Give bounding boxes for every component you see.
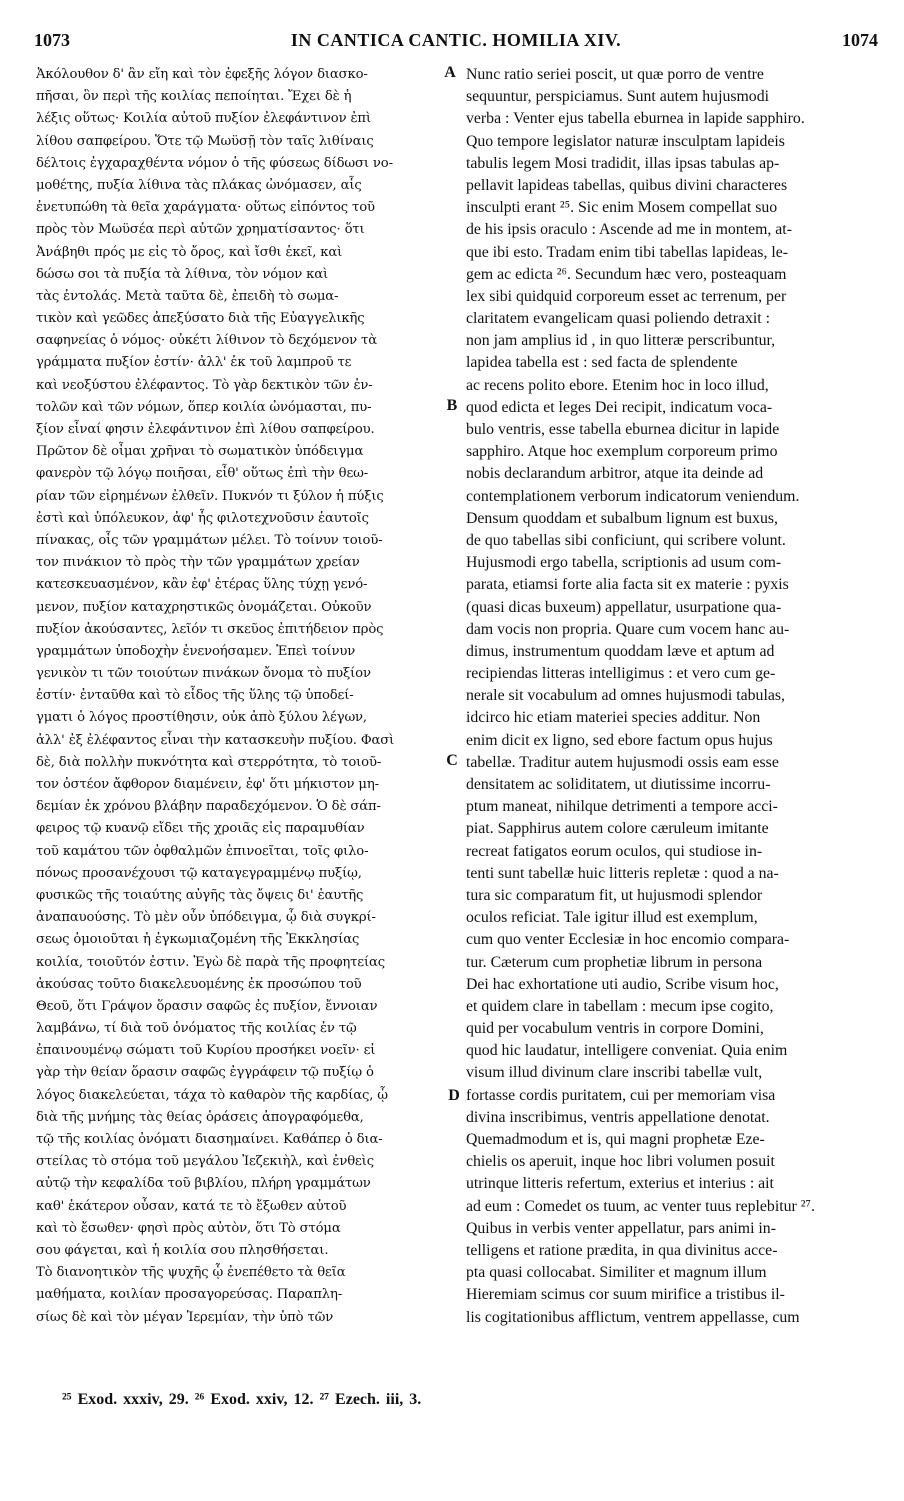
greek-text-line: σαφηνείας ὁ νόμος· οὐκέτι λίθινον τὸ δεχόμενον τὰ [36, 333, 377, 349]
greek-text-line: λόγος διακελεύεται, τάχα τὸ καθαρὸν τῆς καρδίας, ᾧ [36, 1087, 388, 1103]
running-title: IN CANTICA CANTIC. HOMILIA XIV. [290, 30, 622, 50]
greek-text-line: γματι ὁ λόγος προστίθησιν, οὐκ ἀπὸ ξύλου λέγων, [36, 710, 367, 726]
latin-text-line: visum illud divinum clare inscribi tabellæ vult, [466, 1064, 763, 1082]
latin-text-line: quod hic laudatur, intelligere conveniat. Quia enim [466, 1042, 788, 1060]
greek-text-line: Θεοῦ, ὅτι Γράψον ὅρασιν σαφῶς ἐς πυξίον, ἔννοιαν [36, 998, 378, 1014]
latin-text-line: parata, etiamsi forte alia facta sit ex materie : pyxis [466, 576, 789, 594]
latin-text-line: densitatem ac soliditatem, ut diutissime incorru- [466, 776, 771, 793]
latin-text-line: Hujusmodi ergo tabella, scriptionis ad usum com- [466, 554, 782, 572]
latin-text-line: quod edicta et leges Dei recipit, indicatum voca- [466, 398, 773, 416]
greek-text-line: Ἀκόλουθον δ' ἂν εἴη καὶ τὸν ἐφεξῆς λόγον διασκο- [36, 67, 368, 82]
greek-text-line: ἀκούσας τοῦτο διακελευομένης ἐκ προσώπου τοῦ [36, 976, 362, 992]
greek-text-line: τον ὀστέον ἄφθορον διαμένειν, ἐφ' ὅτι μήκιστον μη- [36, 777, 379, 792]
greek-text-line: δέλτοις ἐγχαραχθέντα νόμον ὁ τῆς φύσεως δίδωσι νο- [36, 155, 393, 171]
page-number-left: 1073 [34, 30, 70, 50]
margin-marker-b: B [446, 397, 458, 414]
greek-text-line: λίθου σαπφείρου. Ὅτε τῷ Μωϋσῇ τὸν ταῖς λιθίναις [36, 133, 374, 149]
greek-text-line: σίως δὲ καὶ τὸν μέγαν Ἱερεμίαν, τὴν ὑπὸ τῶν [36, 1309, 334, 1325]
latin-text-line: dimus, instrumentum quoddam læve et aptum ad [466, 642, 775, 660]
latin-text-line: lis cogitationibus afflictum, ventrem appellasse, cum [466, 1308, 800, 1326]
greek-text-line: τῷ τῆς κοιλίας ὀνόματι διασημαίνει. Καθάπερ ὁ δια- [36, 1132, 383, 1147]
footnotes: ²⁵ Exod. xxxiv, 29. ²⁶ Exod. xxiv, 12. ²⁷ Ezech. iii, 3. [62, 1391, 422, 1408]
latin-text-line: non jam amplius id , in quo litteræ perscribuntur, [466, 332, 776, 350]
latin-text-line: gem ac edicta ²⁶. Secundum hæc vero, posteaquam [466, 265, 787, 283]
page-header [34, 30, 878, 56]
greek-text-line: καθ' ἑκάτερον οὖσαν, κατά τε τὸ ἔξωθεν αὐτοῦ [36, 1198, 347, 1214]
greek-text-line: διὰ τῆς μνήμης τὰς θείας ὁράσεις ἀπογραφόμεθα, [36, 1109, 364, 1125]
greek-text-line: γὰρ τὴν θείαν ὅρασιν σαφῶς ἐγγράφειν τῷ πυξίῳ ὁ [36, 1065, 374, 1081]
latin-column [466, 64, 880, 1362]
latin-text-line: quid per vocabulum ventris in corpore Domini, [466, 1020, 764, 1038]
latin-text-line: idcirco hic etiam materiei species additur. Non [466, 709, 761, 727]
greek-text-line: κατεσκευασμένον, κἂν ἐφ' ἑτέρας ὕλης τύχῃ γενό- [36, 577, 368, 593]
latin-text-line: utrinque litteris refertum, exterius et interius : ait [466, 1175, 774, 1193]
greek-text-line: ἀναπαυούσης. Τὸ μὲν οὖν ὑπόδειγμα, ᾧ διὰ συγκρί- [36, 910, 376, 926]
greek-text-line: ἐπαινουμένῳ σώματι τοῦ Κυρίου προσήκει νοεῖν· εἰ [36, 1043, 376, 1059]
greek-text-line: γραμμάτων ὑποδοχὴν ἐνενοήσαμεν. Ἐπεὶ τοίνυν [36, 643, 356, 659]
greek-text-line: φανερὸν τῷ λόγῳ ποιῆσαι, εἶθ' οὕτως ἐπὶ τὴν θεω- [36, 466, 369, 482]
greek-text-line: τοῦ καμάτου τῶν ὀφθαλμῶν ἐπινοεῖται, τοῖς φιλο- [36, 843, 369, 859]
latin-text-line: de his ipsis oraculo : Ascende ad me in montem, at- [466, 221, 792, 239]
latin-text-line: ac recens polito ebore. Etenim hoc in loco illud, [466, 376, 769, 394]
latin-text-line: de quo tabellas sibi conficiunt, qui scribere volunt. [466, 531, 786, 549]
greek-text-line: ἐστίν· ἐνταῦθα καὶ τὸ εἶδος τῆς ὕλης τῷ ὑποδεί- [36, 688, 354, 704]
latin-text-line: claritatem evangelicam quasi poliendo detraxit : [466, 310, 770, 328]
greek-text-line: κοιλία, τοιοῦτόν ἐστιν. Ἐγὼ δὲ παρὰ τῆς προφητείας [36, 954, 385, 970]
greek-text-line: ἀλλ' ἐξ ἐλέφαντος εἶναι τὴν κατασκευὴν πυξίου. Φασὶ [36, 732, 395, 748]
margin-marker-d: D [448, 1087, 460, 1104]
latin-text-line: bulo ventris, esse tabella eburnea dicitur in lapide [466, 421, 780, 438]
latin-text-line: pta quasi collocabat. Similiter et magnum illum [466, 1264, 767, 1282]
greek-text-line: Τὸ διανοητικὸν τῆς ψυχῆς ᾧ ἐνεπέθετο τὰ θεῖα [36, 1265, 346, 1281]
greek-text-line: πυξίον ἀκούσαντες, λεῖόν τι σκεῦος ἐπιτήδειον πρὸς [36, 621, 384, 637]
latin-text-line: Densum quoddam et subalbum lignum est buxus, [466, 509, 778, 527]
latin-text-line: enim dicit ex ligno, sed ebore factum opus hujus [466, 731, 773, 749]
latin-text-line: ad eum : Comedet os tuum, ac venter tuus replebitur ²⁷. [466, 1197, 815, 1215]
latin-text-line: tura sic comparatum fit, ut hujusmodi splendor [466, 886, 763, 904]
latin-text-line: insculpti erant ²⁵. Sic enim Mosem compellat suo [466, 199, 778, 217]
greek-text-line: πῆσαι, ὃν περὶ τῆς κοιλίας πεποίηται. Ἔχει δὲ ἡ [36, 89, 352, 105]
latin-text-line: Quibus in verbis venter appellatur, pars animi in- [466, 1219, 776, 1237]
page-number-right: 1074 [842, 30, 878, 50]
latin-text-line: nobis declarandum arbitror, atque ita deinde ad [466, 465, 764, 483]
greek-text-line: Ἀνάβηθι πρός με εἰς τὸ ὄρος, καὶ ἴσθι ἐκεῖ, καὶ [36, 244, 343, 260]
greek-text-line: τὰς ἐντολάς. Μετὰ ταῦτα δὲ, ἐπειδὴ τὸ σωμα- [36, 288, 339, 304]
greek-text-line: ξίον εἶναί φησιν ἐλεφάντινον ἐπὶ λίθου σαπφείρου. [36, 422, 375, 437]
greek-text-line: πόνως προσανέχουσι τῷ καταγεγραμμένῳ πυξίῳ, [36, 865, 362, 881]
latin-text-line: ptum maneat, nihilque detrimenti a tempore acci- [466, 798, 778, 816]
latin-text-line: divina inscribimus, ventris appellatione denotat. [466, 1108, 770, 1126]
greek-text-line: λαμβάνω, τί διὰ τοῦ ὀνόματος τῆς κοιλίας ἐν τῷ [36, 1021, 357, 1037]
greek-column [36, 64, 444, 1362]
latin-text-line: (quasi dicas buxeum) appellatur, usurpatione qua- [466, 598, 782, 616]
latin-text-line: recipiendas litteras intelligimus : et vero cum ge- [466, 665, 776, 683]
margin-marker-c: C [446, 752, 458, 769]
latin-text-line: telligens et ratione prædita, in qua divinitus acce- [466, 1241, 778, 1259]
latin-text-line: Nunc ratio seriei poscit, ut quæ porro de ventre [466, 66, 764, 83]
latin-text-line: sapphiro. Atque hoc exemplum corporeum primo [466, 443, 778, 461]
greek-text-line: γράμματα πυξίον ἐστίν· ἀλλ' ἐκ τοῦ λαμπροῦ τε [36, 355, 352, 371]
greek-text-line: στείλας τὸ στόμα τοῦ μεγάλου Ἰεζεκιὴλ, καὶ ἐνθεὶς [36, 1154, 374, 1170]
greek-text-line: Πρῶτον δὲ οἶμαι χρῆναι τὸ σωματικὸν ὑπόδειγμα [36, 444, 364, 460]
greek-text-line: τον πινάκιον τὸ πρὸς τὴν τῶν γραμμάτων χρείαν [36, 555, 360, 571]
greek-text-line: τολῶν καὶ τῶν νόμων, ὅπερ κοιλία ὠνόμασται, πυ- [36, 399, 372, 415]
greek-text-line: δὲ, διὰ πολλὴν πυκνότητα καὶ στερρότητα, τὸ τοιοῦ- [36, 754, 382, 770]
latin-text-line: chielis os aperuit, inque hoc libri volumen posuit [466, 1153, 775, 1171]
greek-text-line: πίνακας, οἷς τῶν γραμμάτων μέλει. Τὸ τοίνυν τοιοῦ- [36, 532, 383, 548]
greek-text-line: ἐνετυπώθη τὰ θεῖα χαράγματα· οὕτως εἰπόντος τοῦ [36, 200, 375, 216]
latin-text-line: piat. Sapphirus autem colore cæruleum imitante [466, 820, 769, 838]
latin-text-line: Quo tempore legislator naturæ insculptam lapideis [466, 132, 785, 150]
greek-text-line: μαθήματα, κοιλίαν προσαγορεύσας. Παραπλη- [36, 1287, 343, 1303]
latin-text-line: pellavit lapideas tabellas, quibus divini characteres [466, 176, 788, 194]
greek-text-line: δώσω σοι τὰ πυξία τὰ λίθινα, τὸν νόμον καὶ [36, 266, 329, 282]
latin-text-line: lapidea tabella est : sed facta de splendente [466, 354, 738, 372]
greek-text-line: πρὸς τὸν Μωϋσέα περὶ αὐτῶν χρηματίσαντος· ὅτι [36, 222, 365, 238]
greek-text-line: φειρος τῷ κυανῷ εἴδει τῆς χροιᾶς εἰς παραμυθίαν [36, 821, 365, 837]
margin-marker-a: A [444, 64, 456, 81]
greek-text-line: τικὸν καὶ γεῶδες ἀπεξύσατο διὰ τῆς Εὐαγγελικῆς [36, 311, 365, 327]
greek-text-line: καὶ τὸ ἔσωθεν· φησὶ πρὸς αὐτὸν, ὅτι Τὸ στόμα [36, 1220, 341, 1236]
latin-text-line: cum quo venter Ecclesiæ in hoc encomio compara- [466, 931, 790, 949]
latin-text-line: fortasse cordis puritatem, cui per memoriam visa [466, 1086, 776, 1104]
greek-text-line: αὐτῷ τὴν κεφαλίδα τοῦ βιβλίου, πλήρη γραμμάτων [36, 1176, 371, 1192]
latin-text-line: tenti sunt tabellæ huic litteris repletæ : quod a na- [466, 864, 779, 882]
latin-text-line: tabulis legem Mosi tradidit, illas ipsas tabulas ap- [466, 154, 780, 172]
latin-text-line: oculos reficiat. Tale igitur illud est exemplum, [466, 909, 758, 927]
latin-text-line: lex sibi quidquid corporeum esset ac terrenum, per [466, 287, 787, 305]
greek-text-line: γενικὸν τι τῶν τοιούτων πινάκων ὄνομα τὸ πυξίον [36, 666, 371, 682]
greek-text-line: σου φάγεται, καὶ ἡ κοιλία σου πλησθήσεται. [36, 1242, 329, 1258]
latin-text-line: contemplationem verborum indicatorum veniendum. [466, 487, 800, 505]
greek-text-line: ἐστὶ καὶ ὑπόλευκον, ἀφ' ἧς φιλοτεχνοῦσιν ἑαυτοῖς [36, 510, 369, 526]
latin-text-line: et quidem clare in tabellam : mecum ipse cogito, [466, 997, 774, 1015]
greek-text-line: σεως ὁμοιοῦται ἡ ἐγκωμιαζομένη τῆς Ἐκκλησίας [36, 932, 360, 948]
greek-text-line: ρίαν τῶν εἰρημένων ἐλθεῖν. Πυκνόν τι ξύλον ἡ πύξις [36, 488, 384, 504]
latin-text-line: que ibi esto. Tradam enim tibi tabellas lapideas, le- [466, 243, 789, 261]
latin-text-line: verba : Venter ejus tabella eburnea in lapide sapphiro. [466, 110, 805, 128]
latin-text-line: Quemadmodum et is, qui magni prophetæ Eze- [466, 1131, 765, 1148]
latin-text-line: Hieremiam scimus cor suum mirifice a tristibus il- [466, 1286, 785, 1304]
latin-text-line: sequuntur, perspiciamus. Sunt autem hujusmodi [466, 88, 769, 106]
latin-text-line: Dei hac exhortatione uti audio, Scribe visum hoc, [466, 975, 779, 993]
latin-text-line: dam vocis non propria. Quare cum vocem hanc au- [466, 620, 790, 638]
latin-text-line: tur. Cæterum cum prophetiæ librum in persona [466, 953, 763, 971]
latin-text-line: tabellæ. Traditur autem hujusmodi ossis eam esse [466, 753, 779, 771]
greek-text-line: λέξις οὕτως· Κοιλία αὐτοῦ πυξίον ἐλεφάντινον ἐπὶ [36, 111, 371, 127]
greek-text-line: μοθέτης, πυξία λίθινα τὰς πλάκας ὠνόμασεν, αἷς [36, 177, 362, 193]
greek-text-line: μενον, πυξίον καταχρηστικῶς ὀνομάζεται. Οὐκοῦν [36, 599, 372, 615]
latin-text-line: recreat fatigatos eorum oculos, qui studiose in- [466, 842, 763, 860]
greek-text-line: καὶ νεοξύστου ἐλέφαντος. Τὸ γὰρ δεκτικὸν τῶν ἐν- [36, 377, 373, 393]
greek-text-line: δεμίαν ἐκ χρόνου βλάβην παραδεχόμενον. Ὁ δὲ σάπ- [36, 799, 381, 815]
greek-text-line: φυσικῶς τῆς τοιαύτης αὐγῆς τὰς ὄψεις δι' ἑαυτῆς [36, 887, 364, 903]
latin-text-line: nerale sit vocabulum ad omnes hujusmodi tabulas, [466, 687, 785, 705]
